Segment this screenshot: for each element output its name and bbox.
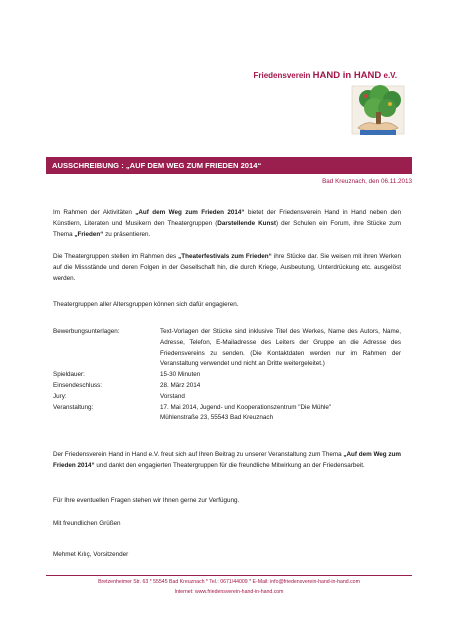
detail-label: Jury: <box>53 392 67 400</box>
location-date: Bad Kreuznach, den 06.11.2013 <box>322 178 412 185</box>
signature-name: Mehmet Kılıç, Vorsitzender <box>53 551 129 558</box>
detail-value: 28. März 2014 <box>160 381 201 389</box>
footer-address: Bretzenheimer Str. 63 * 55545 Bad Kreuznach * Tel.: 0671/44009 * E-Mail: info@friedensverein-hand-in-hand.com <box>98 579 360 585</box>
detail-row-jury <box>53 392 401 403</box>
footer-website: Internet: www.friedensverein-hand-in-hand.com <box>174 589 284 595</box>
footer-divider <box>46 575 412 576</box>
detail-label: Veranstaltung: <box>53 403 94 411</box>
detail-value: 17. Mai 2014, Jugend- und Kooperationszentrum "Die Mühle" Mühlenstraße 23, 55543 Bad Kreuznach <box>160 403 332 422</box>
detail-row-duration <box>53 370 401 381</box>
detail-row-documents <box>53 327 401 370</box>
detail-row-deadline <box>53 381 401 392</box>
detail-value: Text-Vorlagen der Stücke sind inklusive Titel des Werkes, Name des Autors, Name, Adresse, Telefon, E-Mailadresse des Leiters der Gruppe an die Adresse des Friedensvereins zu senden. (Die Kontaktdaten werden nur im Rahmen der Veranstaltung verwendet und nicht an Dritte weitergeleitet.) <box>160 328 401 368</box>
detail-label: Einsendeschluss: <box>53 381 103 389</box>
closing-greeting: Mit freundlichen Grüßen <box>53 520 121 527</box>
announcement-banner: AUSSCHREIBUNG : „AUF DEM WEG ZUM FRIEDEN 2014“ <box>46 157 412 174</box>
org-name-suffix: e.V. <box>383 71 397 80</box>
detail-label: Spieldauer: <box>53 371 85 379</box>
festival-paragraph: Die Theatergruppen stellen im Rahmen des „Theaterfestivals zum Frieden“ ihre Stücke dar. Sie weisen mit ihren Werken auf die Missstände und deren Folgen in der Gesellschaft hin, die durch Kriege, Ausbeutung, Unterdrückung etc. ausgelöst werden. <box>53 253 401 282</box>
questions-paragraph: Für Ihre eventuellen Fragen stehen wir Ihnen gerne zur Verfügung. <box>53 497 240 504</box>
org-name-main: HAND in HAND <box>312 70 382 81</box>
detail-label: Bewerbungsunterlagen: <box>53 328 120 335</box>
tree-hands-logo <box>346 84 410 144</box>
intro-paragraph: Im Rahmen der Aktivitäten „Auf dem Weg zum Frieden 2014“ bietet der Friedensverein Hand in Hand neben den Künstlern, Literaten und Musikern den Theatergruppen (Darstellende Kunst) der Schulen ein Forum, ihre Stücke zum Thema „Frieden“ zu präsentieren. <box>53 209 401 238</box>
detail-value: 15-30 Minuten <box>160 371 201 379</box>
location: Bad Kreuznach <box>322 178 366 185</box>
detail-value: Vorstand <box>160 392 185 400</box>
detail-row-event <box>53 403 401 425</box>
org-name-prefix: Friedensverein <box>253 71 311 80</box>
participants-paragraph: Theatergruppen aller Altersgruppen können sich dafür engagieren. <box>53 301 239 308</box>
details-list <box>53 327 401 424</box>
date: 06.11.2013 <box>380 178 412 185</box>
thanks-paragraph: Der Friedensverein Hand in Hand e.V. freut sich auf Ihren Beitrag zu unserer Veranstaltung zum Thema „Auf dem Weg zum Frieden 2014“ und dankt den engagierten Theatergruppen für die freundliche Mitwirkung an der Friedensarbeit. <box>53 451 402 469</box>
organization-header <box>254 70 398 81</box>
